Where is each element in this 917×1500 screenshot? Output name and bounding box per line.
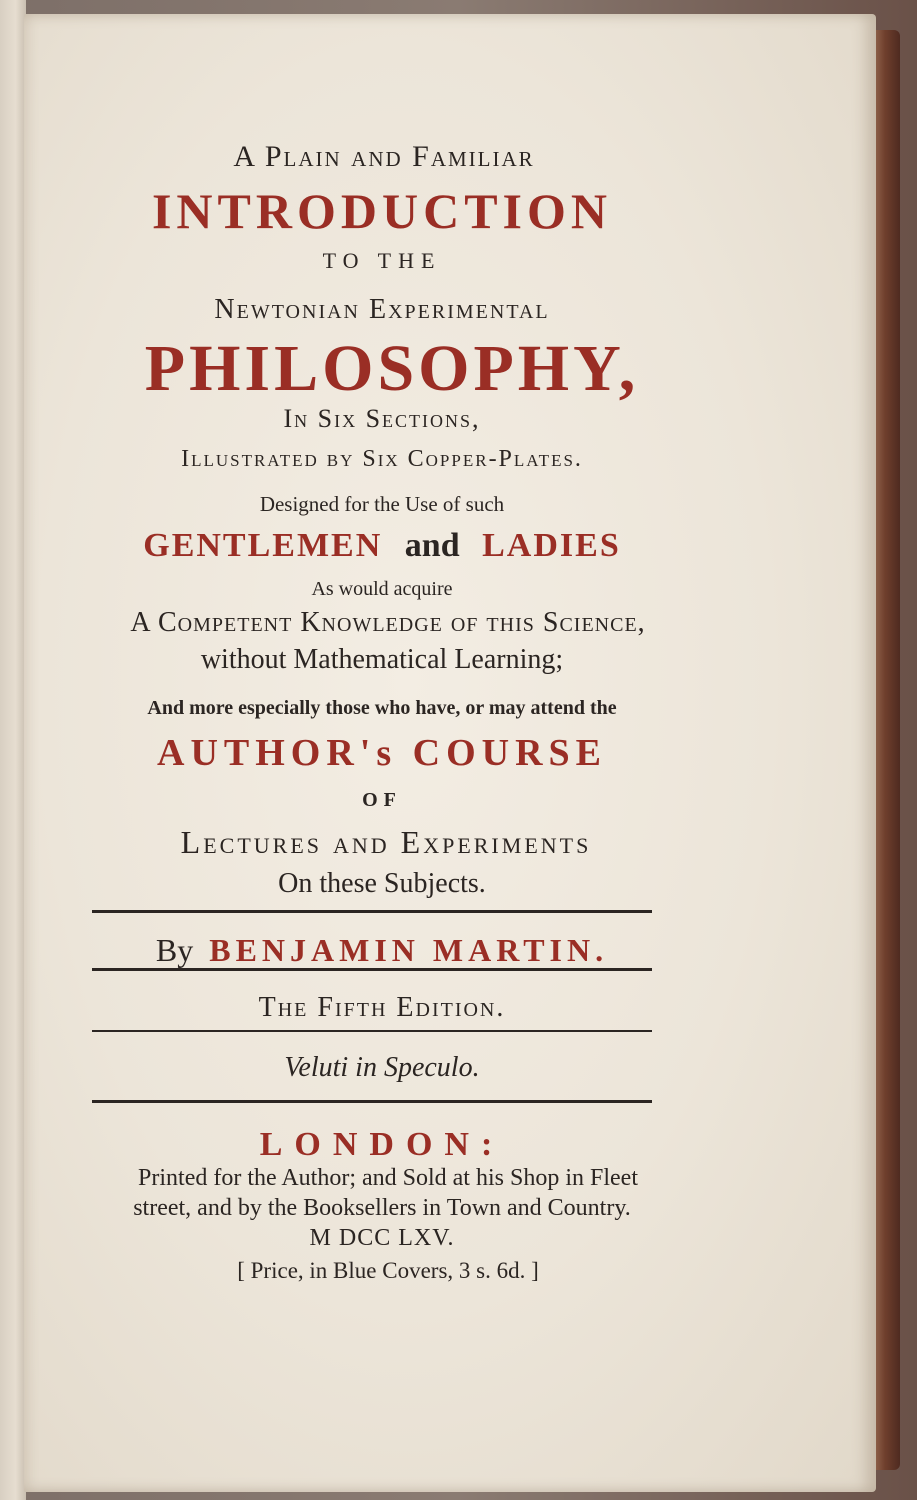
- divider-rule-1: [92, 910, 652, 913]
- motto-line: Veluti in Speculo.: [284, 1052, 480, 1083]
- title-page: [24, 14, 876, 1492]
- designed-line: Designed for the Use of such: [259, 492, 505, 516]
- knowledge-line: A Competent Knowledge of this Science,: [130, 607, 646, 638]
- main-title-introduction: INTRODUCTION: [151, 183, 613, 239]
- city-line: LONDON:: [259, 1126, 505, 1163]
- facing-page-edge: [0, 0, 26, 1500]
- edition-line: The Fifth Edition.: [258, 992, 506, 1023]
- acquire-line: As would acquire: [311, 578, 453, 600]
- authors-course-line: AUTHOR's COURSE: [157, 732, 607, 774]
- subtitle-line: A Plain and Familiar: [233, 140, 535, 173]
- sections-line: In Six Sections,: [283, 404, 481, 433]
- ladies-text: LADIES: [482, 527, 621, 564]
- author-line: [32, 934, 732, 966]
- main-title-philosophy: PHILOSOPHY,: [144, 332, 640, 405]
- price-line: [ Price, in Blue Covers, 3 s. 6d. ]: [237, 1258, 539, 1283]
- illustrated-line: Illustrated by Six Copper-Plates.: [181, 446, 583, 472]
- to-the-line: TO THE: [322, 248, 442, 273]
- gentlemen-text: GENTLEMEN: [143, 527, 383, 564]
- of-line: OF: [362, 789, 402, 811]
- audience-line: [32, 529, 732, 563]
- divider-rule-4: [92, 1100, 652, 1103]
- author-name: BENJAMIN MARTIN.: [209, 932, 609, 968]
- imprint-line-2: street, and by the Booksellers in Town and Country.: [133, 1195, 631, 1221]
- newtonian-line: Newtonian Experimental: [214, 294, 550, 325]
- imprint-line-1: Printed for the Author; and Sold at his Shop in Fleet: [138, 1165, 638, 1191]
- subjects-line: On these Subjects.: [278, 868, 486, 899]
- lectures-line: Lectures and Experiments: [180, 824, 592, 860]
- year-line: M DCC LXV.: [309, 1225, 455, 1251]
- and-text: and: [404, 527, 460, 564]
- author-prefix: By: [155, 932, 194, 968]
- divider-rule-2: [92, 968, 652, 971]
- especially-line: And more especially those who have, or may attend the: [147, 697, 617, 719]
- mathematical-line: without Mathematical Learning;: [200, 644, 564, 675]
- divider-rule-3: [92, 1030, 652, 1032]
